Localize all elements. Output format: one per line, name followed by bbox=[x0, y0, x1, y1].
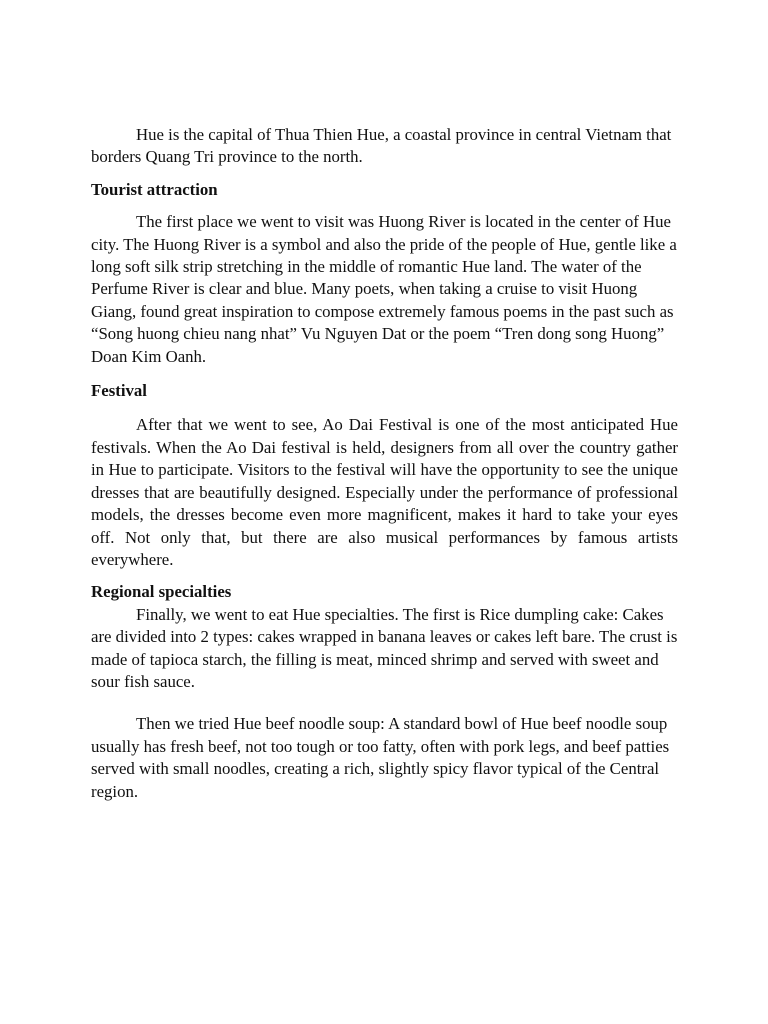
section-heading-tourist-attraction: Tourist attraction bbox=[91, 179, 218, 199]
section-heading-regional-specialties: Regional specialties bbox=[91, 582, 232, 602]
rice-dumpling-paragraph: Finally, we went to eat Hue specialties. The first is Rice dumpling cake: Cakes are divided into 2 types: cakes wrapped in banana leaves or cakes left bare. The crust is made of tapioca starch, the filling is meat, minced shrimp and served with sweet and sour fish sauce. bbox=[91, 604, 678, 691]
document-body bbox=[91, 124, 678, 803]
festival-paragraph: After that we went to see, Ao Dai Festival is one of the most anticipated Hue festivals. When the Ao Dai festival is held, designers from all over the country gather in Hue to participate. Visitors to the festival will have the opportunity to see the unique dresses that are beautifully designed. Especially under the performance of professional models, the dresses become even more magnificent, makes it hard to take your eyes off. Not only that, but there are also musical performances by famous artists everywhere. bbox=[91, 415, 678, 569]
tourist-attraction-paragraph: The first place we went to visit was Huong River is located in the center of Hue city. The Huong River is a symbol and also the pride of the people of Hue, gentle like a long soft silk strip stretching in the middle of romantic Hue land. The water of the Perfume River is clear and blue. Many poets, when taking a cruise to visit Huong Giang, found great inspiration to compose extremely famous poems in the past such as “Song huong chieu nang nhat” Vu Nguyen Dat or the poem “Tren dong song Huong” Doan Kim Oanh. bbox=[91, 212, 677, 366]
section-heading-festival: Festival bbox=[91, 381, 147, 401]
intro-paragraph: Hue is the capital of Thua Thien Hue, a coastal province in central Vietnam that borders Quang Tri province to the north. bbox=[91, 125, 672, 167]
beef-noodle-paragraph: Then we tried Hue beef noodle soup: A standard bowl of Hue beef noodle soup usually has fresh beef, not too tough or too fatty, often with pork legs, and beef patties served with small noodles, creating a rich, slightly spicy flavor typical of the Central region. bbox=[91, 714, 670, 801]
